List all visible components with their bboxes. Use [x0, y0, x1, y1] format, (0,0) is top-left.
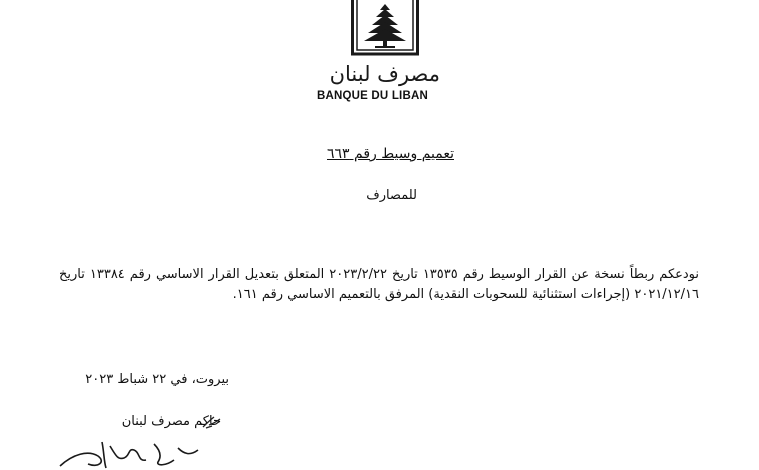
logo-arabic-name: مصرف لبنان: [329, 62, 440, 86]
logo-english-name: BANQUE DU LIBAN: [317, 90, 428, 102]
initials-mark-icon: [200, 414, 222, 430]
body-paragraph: نودعكم ربطاً نسخة عن القرار الوسيط رقم ١٣٥٣٥ تاريخ ٢٠٢٣/٢/٢٢ المتعلق بتعديل القرار الاساسي رقم ١٣٣٨٤ تاريخ ٢٠٢١/١٢/١٦ (إجراءات استثنائية للسحوبات النقدية) المرفق بالتعميم الاساسي رقم ١٦١.: [59, 267, 699, 302]
document-title: تعميم وسيط رقم ٦٦٣: [327, 146, 454, 162]
place-date: بيروت، في ٢٢ شباط ٢٠٢٣: [85, 372, 229, 387]
addressee: للمصارف: [366, 188, 417, 203]
cedar-logo-icon: [351, 0, 419, 56]
handwritten-signature-icon: [58, 436, 208, 470]
signatory-title: حاكم مصرف لبنان: [121, 414, 221, 429]
